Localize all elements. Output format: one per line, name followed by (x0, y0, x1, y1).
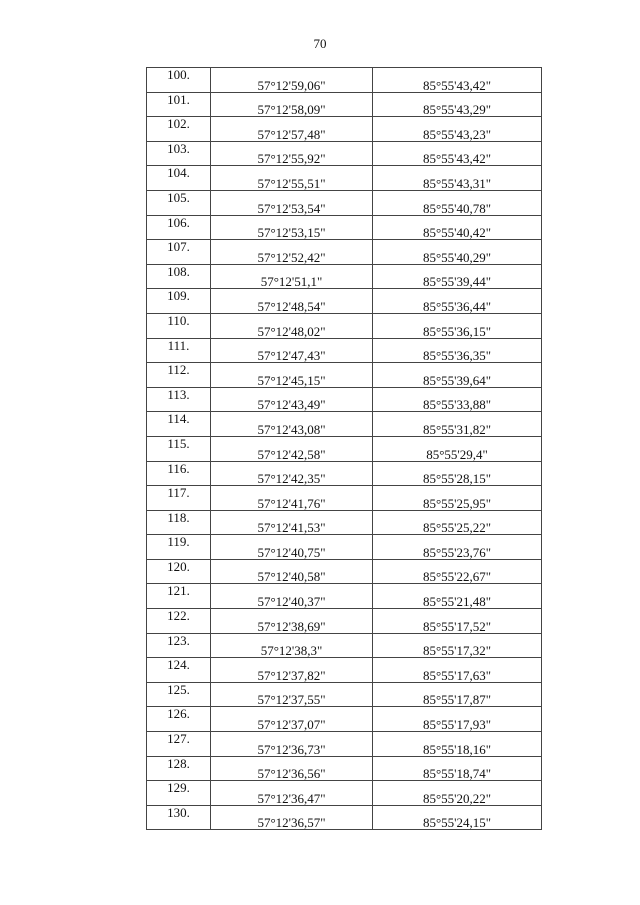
point-number-cell: 112. (147, 363, 211, 388)
table-row (147, 559, 542, 584)
point-number-cell: 125. (147, 682, 211, 707)
longitude-cell: 85°55'40,78" (373, 190, 542, 215)
point-number-cell: 100. (147, 68, 211, 93)
point-number-cell: 105. (147, 190, 211, 215)
longitude-cell: 85°55'18,74" (373, 756, 542, 781)
latitude-cell: 57°12'43,08" (211, 412, 373, 437)
point-number-cell: 122. (147, 609, 211, 634)
longitude-cell: 85°55'36,44" (373, 289, 542, 314)
latitude-cell: 57°12'55,92" (211, 141, 373, 166)
table-row (147, 264, 542, 289)
table-row (147, 805, 542, 830)
longitude-cell: 85°55'36,15" (373, 313, 542, 338)
table-row (147, 609, 542, 634)
table-row (147, 313, 542, 338)
latitude-cell: 57°12'40,75" (211, 535, 373, 560)
table-row (147, 387, 542, 412)
table-row (147, 682, 542, 707)
latitude-cell: 57°12'41,76" (211, 486, 373, 511)
latitude-cell: 57°12'36,47" (211, 781, 373, 806)
longitude-cell: 85°55'40,42" (373, 215, 542, 240)
point-number-cell: 119. (147, 535, 211, 560)
latitude-cell: 57°12'36,57" (211, 805, 373, 830)
latitude-cell: 57°12'53,15" (211, 215, 373, 240)
point-number-cell: 102. (147, 117, 211, 142)
longitude-cell: 85°55'36,35" (373, 338, 542, 363)
table-row (147, 486, 542, 511)
longitude-cell: 85°55'39,64" (373, 363, 542, 388)
latitude-cell: 57°12'36,56" (211, 756, 373, 781)
longitude-cell: 85°55'17,32" (373, 633, 542, 658)
point-number-cell: 116. (147, 461, 211, 486)
longitude-cell: 85°55'23,76" (373, 535, 542, 560)
table-row (147, 756, 542, 781)
latitude-cell: 57°12'47,43" (211, 338, 373, 363)
longitude-cell: 85°55'21,48" (373, 584, 542, 609)
point-number-cell: 109. (147, 289, 211, 314)
page-number: 70 (313, 36, 327, 51)
point-number-cell: 115. (147, 436, 211, 461)
longitude-cell: 85°55'17,52" (373, 609, 542, 634)
longitude-cell: 85°55'43,42" (373, 68, 542, 93)
point-number-cell: 117. (147, 486, 211, 511)
point-number-cell: 114. (147, 412, 211, 437)
latitude-cell: 57°12'42,58" (211, 436, 373, 461)
longitude-cell: 85°55'22,67" (373, 559, 542, 584)
point-number-cell: 106. (147, 215, 211, 240)
latitude-cell: 57°12'37,07" (211, 707, 373, 732)
latitude-cell: 57°12'59,06" (211, 68, 373, 93)
longitude-cell: 85°55'20,22" (373, 781, 542, 806)
longitude-cell: 85°55'40,29" (373, 240, 542, 265)
table-row (147, 338, 542, 363)
latitude-cell: 57°12'45,15" (211, 363, 373, 388)
coordinates-table-body (147, 68, 542, 830)
point-number-cell: 113. (147, 387, 211, 412)
latitude-cell: 57°12'43,49" (211, 387, 373, 412)
longitude-cell: 85°55'24,15" (373, 805, 542, 830)
latitude-cell: 57°12'52,42" (211, 240, 373, 265)
table-row (147, 240, 542, 265)
latitude-cell: 57°12'38,69" (211, 609, 373, 634)
longitude-cell: 85°55'17,93" (373, 707, 542, 732)
longitude-cell: 85°55'43,42" (373, 141, 542, 166)
latitude-cell: 57°12'48,02" (211, 313, 373, 338)
table-row (147, 510, 542, 535)
point-number-cell: 111. (147, 338, 211, 363)
table-row (147, 190, 542, 215)
point-number-cell: 108. (147, 264, 211, 289)
point-number-cell: 128. (147, 756, 211, 781)
table-row (147, 412, 542, 437)
point-number-cell: 104. (147, 166, 211, 191)
table-row (147, 584, 542, 609)
latitude-cell: 57°12'37,82" (211, 658, 373, 683)
latitude-cell: 57°12'48,54" (211, 289, 373, 314)
table-row (147, 707, 542, 732)
longitude-cell: 85°55'28,15" (373, 461, 542, 486)
latitude-cell: 57°12'40,37" (211, 584, 373, 609)
point-number-cell: 110. (147, 313, 211, 338)
point-number-cell: 130. (147, 805, 211, 830)
point-number-cell: 120. (147, 559, 211, 584)
latitude-cell: 57°12'41,53" (211, 510, 373, 535)
longitude-cell: 85°55'33,88" (373, 387, 542, 412)
latitude-cell: 57°12'53,54" (211, 190, 373, 215)
table-row (147, 215, 542, 240)
latitude-cell: 57°12'36,73" (211, 732, 373, 757)
table-row (147, 436, 542, 461)
table-row (147, 141, 542, 166)
latitude-cell: 57°12'42,35" (211, 461, 373, 486)
longitude-cell: 85°55'43,31" (373, 166, 542, 191)
coordinates-table (146, 67, 542, 830)
latitude-cell: 57°12'51,1" (211, 264, 373, 289)
longitude-cell: 85°55'18,16" (373, 732, 542, 757)
latitude-cell: 57°12'57,48" (211, 117, 373, 142)
longitude-cell: 85°55'43,29" (373, 92, 542, 117)
longitude-cell: 85°55'17,63" (373, 658, 542, 683)
table-row (147, 117, 542, 142)
point-number-cell: 107. (147, 240, 211, 265)
point-number-cell: 126. (147, 707, 211, 732)
table-row (147, 363, 542, 388)
point-number-cell: 121. (147, 584, 211, 609)
longitude-cell: 85°55'29,4" (373, 436, 542, 461)
table-row (147, 781, 542, 806)
table-row (147, 633, 542, 658)
point-number-cell: 127. (147, 732, 211, 757)
table-row (147, 658, 542, 683)
latitude-cell: 57°12'38,3" (211, 633, 373, 658)
latitude-cell: 57°12'58,09" (211, 92, 373, 117)
table-row (147, 732, 542, 757)
longitude-cell: 85°55'39,44" (373, 264, 542, 289)
point-number-cell: 118. (147, 510, 211, 535)
longitude-cell: 85°55'25,95" (373, 486, 542, 511)
table-row (147, 92, 542, 117)
point-number-cell: 101. (147, 92, 211, 117)
point-number-cell: 124. (147, 658, 211, 683)
point-number-cell: 123. (147, 633, 211, 658)
longitude-cell: 85°55'43,23" (373, 117, 542, 142)
table-row (147, 289, 542, 314)
longitude-cell: 85°55'25,22" (373, 510, 542, 535)
table-row (147, 461, 542, 486)
longitude-cell: 85°55'17,87" (373, 682, 542, 707)
point-number-cell: 103. (147, 141, 211, 166)
longitude-cell: 85°55'31,82" (373, 412, 542, 437)
latitude-cell: 57°12'40,58" (211, 559, 373, 584)
point-number-cell: 129. (147, 781, 211, 806)
table-row (147, 535, 542, 560)
latitude-cell: 57°12'37,55" (211, 682, 373, 707)
latitude-cell: 57°12'55,51" (211, 166, 373, 191)
table-row (147, 68, 542, 93)
table-row (147, 166, 542, 191)
